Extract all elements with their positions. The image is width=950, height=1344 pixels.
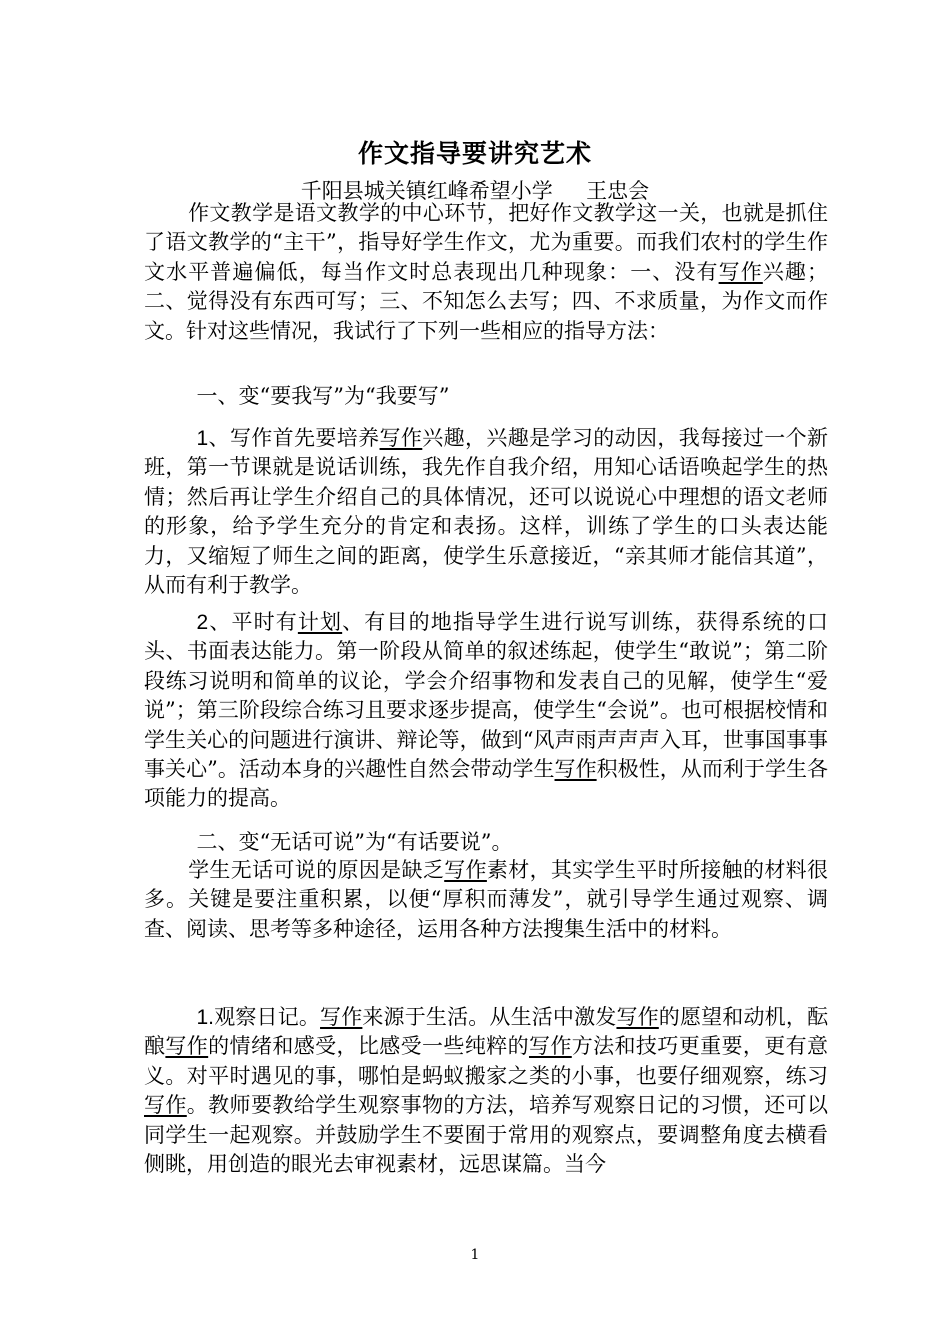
list-number: 2、: [196, 611, 232, 634]
text-span: 学生无话可说的原因是缺乏: [188, 858, 445, 882]
text-span: 观察日记。: [214, 1005, 321, 1029]
section-heading-2: 二、变“无话可说”为“有话要说”。: [196, 830, 513, 854]
underlined-term: 写作: [144, 1093, 187, 1118]
underlined-term: 写作: [165, 1034, 209, 1059]
underlined-term: 写作: [554, 757, 597, 782]
section-heading-1: 一、变“要我写”为“我要写”: [196, 384, 450, 408]
text-span: 平时有: [231, 610, 298, 634]
author-line: 千阳县城关镇红峰希望小学 王忠会: [300, 179, 650, 203]
paragraph-material: [144, 856, 828, 944]
underlined-term: 写作: [320, 1005, 363, 1029]
text-span: 的情绪和感受，比感受一些纯粹的: [208, 1034, 529, 1059]
paragraph-point-1: [144, 424, 828, 600]
text-span: 兴趣，兴趣是学习的动因，我每接过一个新班，第一节课就是说话训练，我先作自我介绍，用知心话语唤起学生的热情；然后再让学生介绍自己的具体情况，还可以说说心中理想的语文老师的形象，给予学生充分的肯定和表扬。这样，训练了学生的口头表达能力，又缩短了师生之间的距离，使学生乐意接近，“亲其师才能信其道”，从而有利于教学。: [144, 426, 829, 598]
text-span: 、有目的地指导学生进行说写训练，获得系统的口头、书面表达能力。第一阶段从简单的叙述练起，使学生“敢说”；第二阶段练习说明和简单的议论，学会介绍事物和发表自己的见解，使学生“爱说”；第三阶段综合练习且要求逐步提高，使学生“会说”。也可根据校情和学生关心的问题进行演讲、辩论等，做到“风声雨声声声入耳，世事国事事事关心”。活动本身的兴趣性自然会带动学生: [144, 610, 829, 782]
text-span: 兴趣；二、觉得没有东西可写；三、不知怎么去写；四、不求质量，为作文而作文。针对这些情况，我试行了下列一些相应的指导方法：: [144, 259, 829, 343]
text-span: 素材，其实学生平时所接触的材料很多。关键是要注重积累，以便“厚积而薄发”，就引导学生通过观察、调查、阅读、思考等多种途径，运用各种方法搜集生活中的材料。: [144, 858, 829, 941]
underlined-term: 写作: [616, 1005, 659, 1029]
underlined-term: 写作: [718, 259, 763, 284]
text-span: 写作首先要培养: [229, 426, 380, 450]
list-number: 1、: [196, 427, 230, 450]
paragraph-point-2: [144, 608, 828, 814]
text-span: 积极性，从而利于学生各项能力的提高。: [144, 757, 829, 811]
underlined-term: 写作: [528, 1034, 572, 1059]
paragraph-observation: [144, 1003, 828, 1179]
text-span: 方法和技巧更重要，更有意义。对平时遇见的事，哪怕是蚂蚁搬家之类的小事，也要仔细观察，练习: [144, 1034, 829, 1088]
page-number: 1: [470, 1247, 480, 1263]
paragraph-intro: [144, 199, 828, 346]
underlined-term: 写作: [379, 426, 423, 450]
document-title: 作文指导要讲究艺术: [357, 139, 592, 168]
underlined-term: 写作: [444, 858, 487, 882]
text-span: 。教师要教给学生观察事物的方法，培养写观察日记的习惯，还可以同学生一起观察。并鼓励学生不要囿于常用的观察点，要调整角度去横看侧眺，用创造的眼光去审视素材，远思谋篇。当今: [144, 1093, 829, 1177]
text-span: 的愿望和动机，酝酿: [144, 1005, 828, 1059]
text-span: 来源于生活。从生活中激发: [362, 1005, 617, 1029]
list-number: 1.: [196, 1006, 215, 1029]
underlined-term: 计划: [297, 610, 343, 634]
text-span: 作文教学是语文教学的中心环节，把好作文教学这一关，也就是抓住了语文教学的“主干”，指导好学生作文，尤为重要。而我们农村的学生作文水平普遍偏低，每当作文时总表现出几种现象：一、没有: [144, 201, 828, 284]
